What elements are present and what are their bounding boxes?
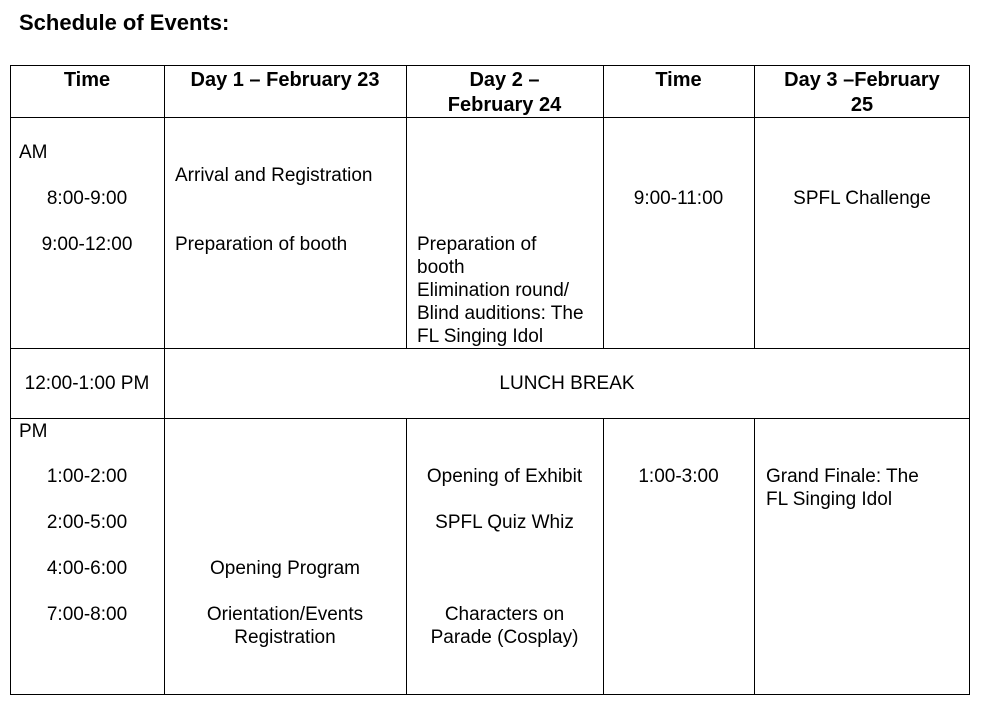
pm-day3-event-line-2: FL Singing Idol bbox=[766, 489, 893, 510]
col-divider-3-pm bbox=[603, 418, 604, 695]
am-day2-event-line-3: Elimination round/ bbox=[417, 280, 570, 301]
lunch-time: 12:00-1:00 PM bbox=[24, 373, 150, 394]
pm-day2-event-1: Opening of Exhibit bbox=[426, 466, 583, 487]
am-day1-event-2: Preparation of booth bbox=[175, 234, 348, 255]
row-divider-header bbox=[10, 117, 970, 118]
am-day1-event-1: Arrival and Registration bbox=[175, 165, 373, 186]
header-day-1: Day 1 – February 23 bbox=[190, 69, 380, 91]
pm-slot-1: 1:00-2:00 bbox=[46, 466, 128, 487]
am-slot-1: 8:00-9:00 bbox=[46, 188, 128, 209]
row-divider-lunch bbox=[10, 418, 970, 419]
am-label: AM bbox=[19, 142, 48, 163]
am-day3-time: 9:00-11:00 bbox=[633, 188, 724, 209]
am-day2-event-line-5: FL Singing Idol bbox=[417, 326, 544, 347]
col-divider-4-pm bbox=[754, 418, 755, 695]
pm-day1-event-2-line-1: Orientation/Events bbox=[206, 604, 364, 625]
am-day2-event-line-1: Preparation of bbox=[417, 234, 537, 255]
pm-label: PM bbox=[19, 421, 48, 442]
pm-day1-event-1: Opening Program bbox=[210, 558, 360, 579]
page-title: Schedule of Events: bbox=[19, 10, 230, 35]
row-divider-am bbox=[10, 348, 970, 349]
pm-day3-time: 1:00-3:00 bbox=[638, 466, 719, 487]
lunch-break-label: LUNCH BREAK bbox=[499, 373, 635, 394]
header-day-3-line-2: 25 bbox=[850, 94, 874, 116]
col-divider-2-pm bbox=[406, 418, 407, 695]
header-day-3-line-1: Day 3 –February bbox=[784, 69, 940, 91]
pm-day3-event-line-1: Grand Finale: The bbox=[766, 466, 919, 487]
pm-slot-2: 2:00-5:00 bbox=[46, 512, 128, 533]
am-day2-event-line-2: booth bbox=[417, 257, 465, 278]
am-day2-event-line-4: Blind auditions: The bbox=[417, 303, 584, 324]
am-day3-event: SPFL Challenge bbox=[793, 188, 931, 209]
pm-day2-event-2: SPFL Quiz Whiz bbox=[435, 512, 574, 533]
pm-slot-3: 4:00-6:00 bbox=[46, 558, 128, 579]
header-day-2-line-1: Day 2 – bbox=[469, 69, 540, 91]
pm-slot-4: 7:00-8:00 bbox=[46, 604, 128, 625]
am-slot-2: 9:00-12:00 bbox=[41, 234, 133, 255]
pm-day2-event-3-line-2: Parade (Cosplay) bbox=[430, 627, 579, 648]
header-time-1: Time bbox=[63, 69, 111, 91]
pm-day2-event-3-line-1: Characters on bbox=[444, 604, 565, 625]
header-time-2: Time bbox=[655, 69, 702, 91]
header-day-2-line-2: February 24 bbox=[447, 94, 562, 116]
pm-day1-event-2-line-2: Registration bbox=[234, 627, 336, 648]
